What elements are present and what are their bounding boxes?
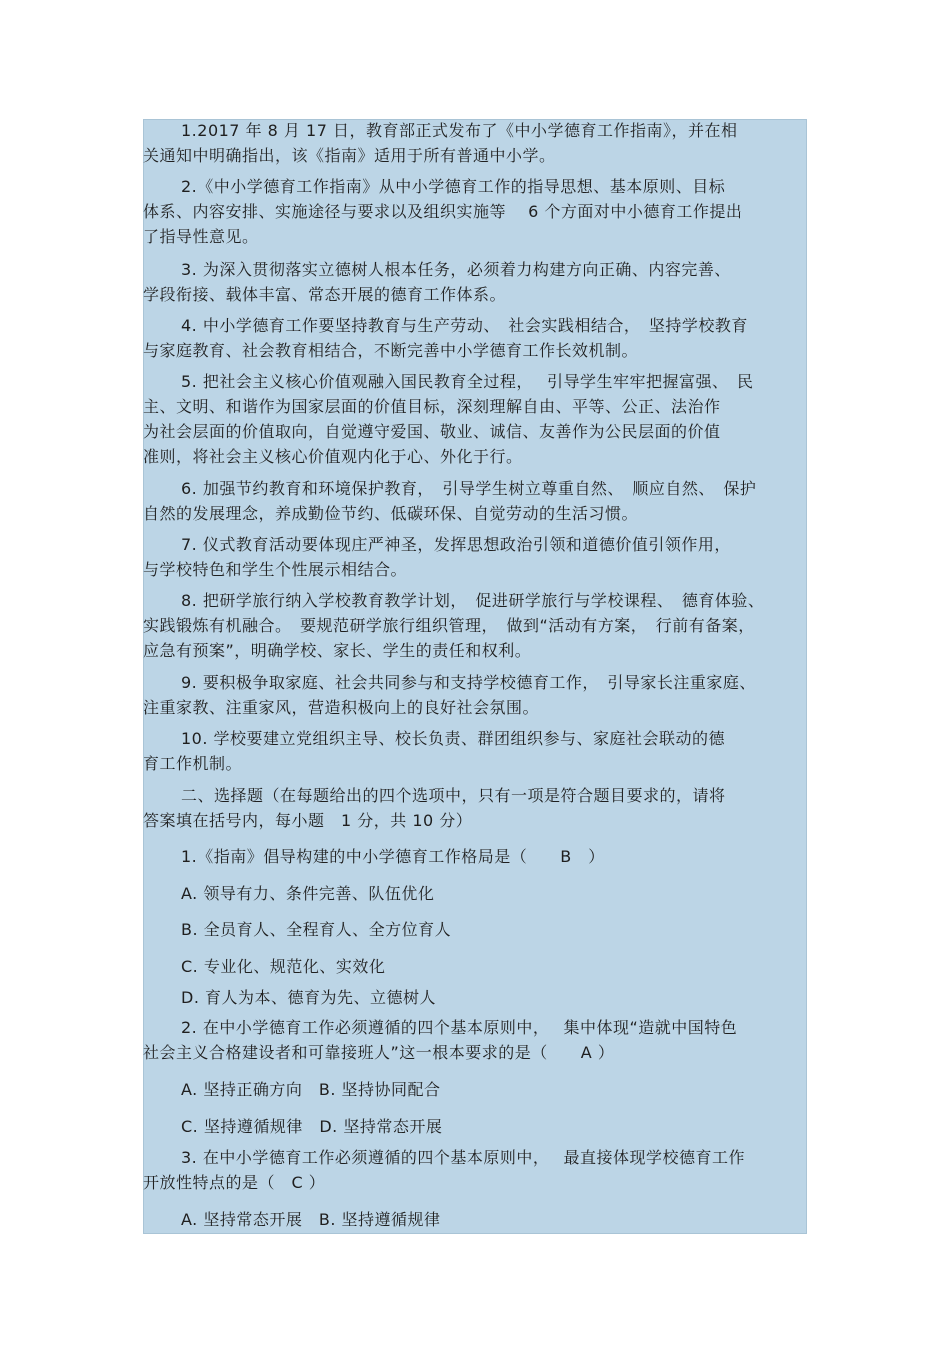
text-line: 1.《指南》倡导构建的中小学德育工作格局是（ B ）	[181, 847, 605, 866]
option-line	[143, 1114, 807, 1139]
fill-in-item-10	[143, 726, 807, 776]
option-line	[143, 1207, 807, 1232]
option-line	[143, 985, 807, 1010]
text-line: 10. 学校要建立党组织主导、校长负责、群团组织参与、家庭社会联动的德	[181, 729, 726, 748]
fill-in-item-4	[143, 313, 807, 363]
text-line: 4. 中小学德育工作要坚持教育与生产劳动、 社会实践相结合， 坚持学校教育	[181, 316, 748, 335]
text-line: 社会主义合格建设者和可靠接班人”这一根本要求的是（ A ）	[143, 1043, 615, 1062]
text-line: 实践锻炼有机融合。 要规范研学旅行组织管理， 做到“活动有方案， 行前有备案，	[143, 616, 755, 635]
text-line: 与家庭教育、社会教育相结合，不断完善中小学德育工作长效机制。	[143, 341, 639, 360]
option-line	[143, 1077, 807, 1102]
text-line: 2.《中小学德育工作指南》从中小学德育工作的指导思想、基本原则、目标	[181, 177, 726, 196]
text-line: 开放性特点的是（ C ）	[143, 1173, 326, 1192]
text-line: 应急有预案”，明确学校、家长、学生的责任和权利。	[143, 641, 532, 660]
text-line: 主、文明、和谐作为国家层面的价值目标，深刻理解自由、平等、公正、法治作	[143, 397, 721, 416]
text-line: 注重家教、注重家风，营造积极向上的良好社会氛围。	[143, 698, 540, 717]
text-line: A. 领导有力、条件完善、队伍优化	[181, 884, 435, 903]
text-line: 学段衔接、载体丰富、常态开展的德育工作体系。	[143, 285, 507, 304]
text-line: 二、选择题（在每题给出的四个选项中，只有一项是符合题目要求的，请将	[181, 786, 726, 805]
text-line: 7. 仪式教育活动要体现庄严神圣，发挥思想政治引领和道德价值引领作用，	[181, 535, 731, 554]
fill-in-item-7	[143, 532, 807, 582]
text-line: D. 育人为本、德育为先、立德树人	[181, 988, 436, 1007]
text-line: C. 坚持遵循规律 D. 坚持常态开展	[181, 1117, 443, 1136]
fill-in-item-2	[143, 174, 807, 249]
question-3	[143, 1145, 807, 1195]
text-line: 关通知中明确指出，该《指南》适用于所有普通中小学。	[143, 146, 556, 165]
text-line: 育工作机制。	[143, 754, 243, 773]
text-line: 3. 为深入贯彻落实立德树人根本任务，必须着力构建方向正确、内容完善、	[181, 260, 731, 279]
text-line: 3. 在中小学德育工作必须遵循的四个基本原则中， 最直接体现学校德育工作	[181, 1148, 745, 1167]
fill-in-item-3	[143, 257, 807, 307]
text-line: C. 专业化、规范化、实效化	[181, 957, 386, 976]
text-line: 8. 把研学旅行纳入学校教育教学计划， 促进研学旅行与学校课程、 德育体验、	[181, 591, 765, 610]
fill-in-item-8	[143, 588, 807, 663]
text-line: 了指导性意见。	[143, 227, 259, 246]
option-line	[143, 954, 807, 979]
section-heading-choice	[143, 783, 807, 833]
text-line: 与学校特色和学生个性展示相结合。	[143, 560, 408, 579]
option-line	[143, 881, 807, 906]
text-line: 1.2017 年 8 月 17 日，教育部正式发布了《中小学德育工作指南》，并在相	[181, 121, 738, 140]
fill-in-item-6	[143, 476, 807, 526]
question-1	[143, 844, 807, 869]
text-line: 2. 在中小学德育工作必须遵循的四个基本原则中， 集中体现“造就中国特色	[181, 1018, 738, 1037]
option-line	[143, 917, 807, 942]
fill-in-item-9	[143, 670, 807, 720]
text-line: 9. 要积极争取家庭、社会共同参与和支持学校德育工作， 引导家长注重家庭、	[181, 673, 756, 692]
text-line: 6. 加强节约教育和环境保护教育， 引导学生树立尊重自然、 顺应自然、 保护	[181, 479, 757, 498]
text-line: 5. 把社会主义核心价值观融入国民教育全过程， 引导学生牢牢把握富强、 民	[181, 372, 754, 391]
text-line: 自然的发展理念，养成勤俭节约、低碳环保、自觉劳动的生活习惯。	[143, 504, 639, 523]
text-line: 为社会层面的价值取向，自觉遵守爱国、敬业、诚信、友善作为公民层面的价值	[143, 422, 721, 441]
question-2	[143, 1015, 807, 1065]
text-line: A. 坚持正确方向 B. 坚持协同配合	[181, 1080, 441, 1099]
text-line: A. 坚持常态开展 B. 坚持遵循规律	[181, 1210, 441, 1229]
text-line: B. 全员育人、全程育人、全方位育人	[181, 920, 452, 939]
text-line: 答案填在括号内，每小题 1 分，共 10 分）	[143, 811, 473, 830]
fill-in-item-1	[143, 118, 807, 168]
fill-in-item-5	[143, 369, 807, 469]
text-line: 准则，将社会主义核心价值观内化于心、外化于行。	[143, 447, 523, 466]
text-line: 体系、内容安排、实施途径与要求以及组织实施等 6 个方面对中小德育工作提出	[143, 202, 743, 221]
